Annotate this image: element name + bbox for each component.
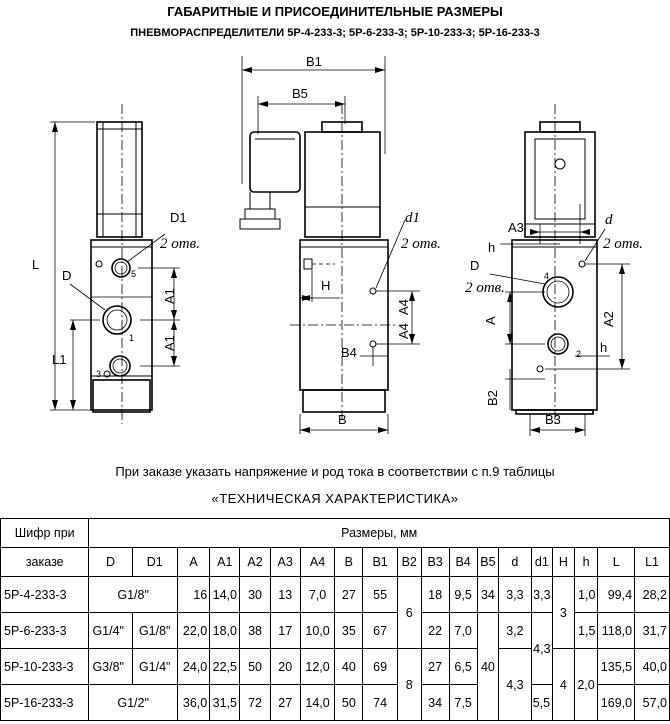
cell-B: 27 <box>335 577 363 613</box>
cell-B3: 22 <box>421 613 449 649</box>
cell-A4: 7,0 <box>300 577 335 613</box>
cell-A2: 72 <box>240 685 270 721</box>
header-dims: Размеры, мм <box>89 519 670 548</box>
dim-A4-lower: A4 <box>396 323 411 339</box>
cell-A2: 50 <box>240 649 270 685</box>
cell-A3: 13 <box>270 577 300 613</box>
cell-A2: 38 <box>240 613 270 649</box>
cell-A: 16 <box>177 577 209 613</box>
col-A3: A3 <box>270 548 300 577</box>
col-A4: A4 <box>300 548 335 577</box>
cell-h: 1,0 <box>574 577 598 613</box>
col-L1: L1 <box>635 548 670 577</box>
port-4: 4 <box>544 271 550 281</box>
cell-D-D1: G1/2" <box>89 685 177 721</box>
cell-d1-merged: 4,3 <box>531 613 553 685</box>
cell-d: 3,2 <box>499 613 531 649</box>
col-B2: B2 <box>397 548 421 577</box>
cell-H-merged-top: 3 <box>553 577 575 649</box>
col-A: A <box>177 548 209 577</box>
cell-B5: 34 <box>477 577 499 613</box>
cell-A4: 10,0 <box>300 613 335 649</box>
cell-L1: 57,0 <box>635 685 670 721</box>
cell-D: G3/8" <box>89 649 132 685</box>
cell-d1: 3,3 <box>531 577 553 613</box>
page-title: ГАБАРИТНЫЕ И ПРИСОЕДИНИТЕЛЬНЫЕ РАЗМЕРЫ <box>167 4 503 19</box>
cell-L1: 31,7 <box>635 613 670 649</box>
port-1: 1 <box>129 333 135 343</box>
cell-B1: 74 <box>363 685 398 721</box>
port-3: 3 <box>96 369 102 379</box>
dim-B3: B3 <box>545 412 561 427</box>
col-H: H <box>553 548 575 577</box>
dim-A1-upper: A1 <box>162 288 177 304</box>
col-B4: B4 <box>449 548 477 577</box>
cell-B: 35 <box>335 613 363 649</box>
cell-D1: G1/8" <box>132 613 177 649</box>
cell-d1: 5,5 <box>531 685 553 721</box>
cell-B: 50 <box>335 685 363 721</box>
dim-B4: B4 <box>341 345 357 360</box>
cell-B3: 18 <box>421 577 449 613</box>
cell-A: 24,0 <box>177 649 209 685</box>
dim-B: B <box>338 412 347 427</box>
cell-A1: 31,5 <box>210 685 240 721</box>
page-subtitle: ПНЕВМОРАСПРЕДЕЛИТЕЛИ 5Р-4-233-3; 5Р-6-233-3; 5Р-10-233-3; 5Р-16-233-3 <box>130 27 540 39</box>
cell-L1: 40,0 <box>635 649 670 685</box>
cell-A3: 17 <box>270 613 300 649</box>
header-cipher-1: Шифр при <box>1 519 89 548</box>
dim-B1: B1 <box>306 54 322 69</box>
order-note: При заказе указать напряжение и род тока в соответствии с п.9 таблицы <box>115 464 555 479</box>
cell-D: G1/4" <box>89 613 132 649</box>
col-D: D <box>89 548 132 577</box>
table-row <box>1 649 670 685</box>
col-B3: B3 <box>421 548 449 577</box>
cell-D1: G1/4" <box>132 649 177 685</box>
right-view <box>465 104 643 436</box>
cell-B1: 55 <box>363 577 398 613</box>
dim-A2: A2 <box>601 311 616 327</box>
dim-L: L <box>32 257 40 272</box>
dim-B2: B2 <box>485 390 500 406</box>
dim-L1: L1 <box>52 352 67 367</box>
label-D: D <box>62 268 72 283</box>
cell-L: 135,5 <box>598 649 635 685</box>
col-B: B <box>335 548 363 577</box>
table-row <box>1 577 670 613</box>
dim-B5: B5 <box>292 86 308 101</box>
dim-H: H <box>321 278 331 293</box>
label-d1: d1 <box>405 210 420 226</box>
cell-H-merged-bottom: 4 <box>553 649 575 721</box>
center-view <box>240 54 441 434</box>
col-A2: A2 <box>240 548 270 577</box>
cell-A2: 30 <box>240 577 270 613</box>
cell-L1: 28,2 <box>635 577 670 613</box>
cell-L: 169,0 <box>598 685 635 721</box>
cell-L: 118,0 <box>598 613 635 649</box>
cell-B2-merged-bottom: 8 <box>397 649 421 721</box>
cell-B3: 34 <box>421 685 449 721</box>
cell-B4: 6,5 <box>449 649 477 685</box>
label-D-right: D <box>470 258 480 273</box>
cell-A: 36,0 <box>177 685 209 721</box>
col-L: L <box>598 548 635 577</box>
col-d1: d1 <box>531 548 553 577</box>
cell-A: 22,0 <box>177 613 209 649</box>
dim-A3: A3 <box>508 220 524 235</box>
characteristic-ref: «ТЕХНИЧЕСКАЯ ХАРАКТЕРИСТИКА» <box>211 491 459 506</box>
cell-B1: 67 <box>363 613 398 649</box>
cell-A3: 20 <box>270 649 300 685</box>
dim-A1-lower: A1 <box>162 335 177 351</box>
cell-A3: 27 <box>270 685 300 721</box>
cell-cipher: 5Р-10-233-3 <box>1 649 89 685</box>
col-h: h <box>574 548 598 577</box>
label-D1: D1 <box>170 210 187 225</box>
cell-cipher: 5Р-4-233-3 <box>1 577 89 613</box>
cell-B2-merged-top: 6 <box>397 577 421 649</box>
cell-B5-merged: 40 <box>477 613 499 721</box>
cell-D-D1: G1/8" <box>89 577 177 613</box>
cell-cipher: 5Р-6-233-3 <box>1 613 89 649</box>
cell-d-merged: 4,3 <box>499 649 531 721</box>
cell-B: 40 <box>335 649 363 685</box>
cell-A1: 14,0 <box>210 577 240 613</box>
cell-h-merged: 2,0 <box>574 649 598 721</box>
col-A1: A1 <box>210 548 240 577</box>
technical-drawing <box>0 44 670 436</box>
cell-A4: 12,0 <box>300 649 335 685</box>
dim-A4-upper: A4 <box>396 299 411 315</box>
cell-A1: 18,0 <box>210 613 240 649</box>
col-D1: D1 <box>132 548 177 577</box>
cell-d: 3,3 <box>499 577 531 613</box>
cell-B1: 69 <box>363 649 398 685</box>
left-view <box>32 104 200 424</box>
cell-B4: 9,5 <box>449 577 477 613</box>
cell-A4: 14,0 <box>300 685 335 721</box>
cell-B4: 7,0 <box>449 613 477 649</box>
cell-B3: 27 <box>421 649 449 685</box>
dim-h-lower: h <box>600 340 608 355</box>
cell-h: 1,5 <box>574 613 598 649</box>
cell-L: 99,4 <box>598 577 635 613</box>
port-5: 5 <box>131 269 137 279</box>
col-B5: B5 <box>477 548 499 577</box>
label-holes-right-2: 2 отв. <box>465 280 505 296</box>
cell-A1: 22,5 <box>210 649 240 685</box>
col-d: d <box>499 548 531 577</box>
cell-B4: 7,5 <box>449 685 477 721</box>
dimensions-table <box>0 518 670 721</box>
dim-A: A <box>483 316 498 325</box>
label-holes: 2 отв. <box>160 236 200 252</box>
label-holes-center: 2 отв. <box>401 236 441 252</box>
header-cipher-2: заказе <box>1 548 89 577</box>
port-2: 2 <box>576 349 582 359</box>
col-B1: B1 <box>363 548 398 577</box>
cell-cipher: 5Р-16-233-3 <box>1 685 89 721</box>
label-holes-right-1: 2 отв. <box>603 236 643 252</box>
dim-h-upper: h <box>488 240 496 255</box>
label-d: d <box>605 212 613 228</box>
